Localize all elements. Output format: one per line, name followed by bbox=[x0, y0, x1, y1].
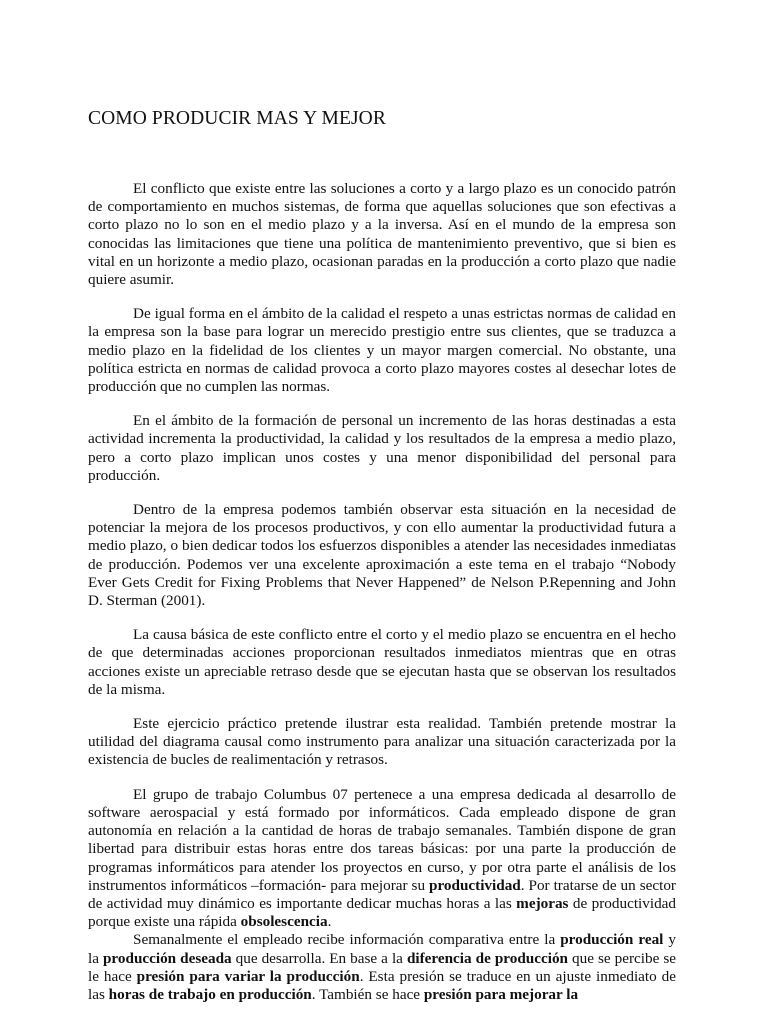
paragraph-text: Semanalmente el empleado recibe información comparativa entre la bbox=[133, 931, 561, 949]
paragraph-text: La causa básica de este conflicto entre el corto y el medio plazo se encuentra en el hecho de que determinadas acciones proporcionan resultados inmediatos mientras que en otras acciones existe un apreciable retraso desde que se ejecutan hasta que se observan los resultados de la misma. bbox=[88, 626, 676, 698]
paragraph-text: El grupo de trabajo Columbus 07 pertenece a una empresa dedicada al desarrollo de software aerospacial y está formado por informáticos. Cada empleado dispone de gran autonomía en relación a la cantidad de horas de trabajo semanales. También dispone de gran libertad para distribuir estas horas entre dos tareas básicas: por una parte la producción de programas informáticos para atender los proyectos en curso, y por otra parte el análisis de los instrumentos informáticos –formación- para mejorar su bbox=[88, 785, 676, 894]
paragraph bbox=[88, 305, 676, 396]
paragraph-text: . También se hace bbox=[311, 985, 424, 1003]
paragraph-text: que se percibe se le hace bbox=[88, 949, 676, 985]
paragraph bbox=[88, 501, 676, 610]
paragraph-text: De igual forma en el ámbito de la calidad el respeto a unas estrictas normas de calidad en la empresa son la base para lograr un merecido prestigio entre sus clientes, que se traduzca a medio plazo en la fidelidad de los clientes y un mayor margen comercial. No obstante, una política estricta en normas de calidad provoca a corto plazo mayores costes al desechar lotes de producción que no cumplen las normas. bbox=[88, 305, 676, 396]
paragraph-text: . bbox=[327, 913, 332, 931]
paragraph-text: Dentro de la empresa podemos también observar esta situación en la necesidad de potenciar la mejora de los procesos productivos, y con ello aumentar la productividad futura a medio plazo, o bien dedicar todos los esfuerzos disponibles a atender las necesidades inmediatas de producción. Podemos ver una excelente aproximación a este tema en el trabajo “Nobody Ever Gets Credit for Fixing Problems that Never Happened” de Nelson P.Repenning and John D. Sterman (2001). bbox=[88, 501, 676, 610]
bold-term: producción deseada bbox=[102, 949, 232, 967]
document-title: COMO PRODUCIR MAS Y MEJOR bbox=[88, 108, 386, 129]
paragraph bbox=[88, 626, 676, 699]
paragraph bbox=[88, 715, 676, 770]
paragraph-text: . Esta presión se traduce en un ajuste inmediato de las bbox=[88, 967, 676, 1003]
document-body bbox=[88, 180, 676, 1004]
bold-term: productividad bbox=[429, 876, 521, 894]
paragraph bbox=[88, 786, 676, 932]
bold-term: diferencia de producción bbox=[406, 949, 568, 967]
bold-term: presión para variar la producción bbox=[136, 967, 360, 985]
paragraph-text: y la bbox=[88, 931, 676, 967]
bold-term: producción real bbox=[560, 931, 664, 949]
bold-term: presión para mejorar la bbox=[423, 985, 579, 1003]
paragraph-text: En el ámbito de la formación de personal un incremento de las horas destinadas a esta actividad incrementa la productividad, la calidad y los resultados de la empresa a medio plazo, pero a corto plazo implican unos costes y una menor disponibilidad del personal para producción. bbox=[88, 412, 676, 484]
bold-term: obsolescencia bbox=[240, 913, 328, 931]
paragraph-text: de productividad porque existe una rápida bbox=[88, 894, 676, 931]
paragraph bbox=[88, 412, 676, 485]
bold-term: mejoras bbox=[516, 894, 569, 912]
paragraph-text: . Por tratarse de un sector de actividad muy dinámico es importante dedicar muchas horas a las bbox=[88, 876, 676, 912]
bold-term: horas de trabajo en producción bbox=[108, 985, 312, 1003]
paragraph-text: que desarrolla. En base a la bbox=[231, 949, 407, 967]
paragraph-text: El conflicto que existe entre las soluciones a corto y a largo plazo es un conocido patrón de comportamiento en muchos sistemas, de forma que aquellas soluciones que son efectivas a corto plazo no lo son en el medio plazo y a la inversa. Así en el mundo de la empresa son conocidas las limitaciones que tiene una política de mantenimiento preventivo, que si bien es vital en un horizonte a medio plazo, ocasionan paradas en la producción a corto plazo que nadie quiere asumir. bbox=[88, 180, 676, 289]
paragraph-text: Este ejercicio práctico pretende ilustrar esta realidad. También pretende mostrar la utilidad del diagrama causal como instrumento para analizar una situación caracterizada por la existencia de bucles de realimentación y retrasos. bbox=[88, 715, 676, 769]
paragraph bbox=[88, 180, 676, 289]
paragraph bbox=[88, 931, 676, 1004]
